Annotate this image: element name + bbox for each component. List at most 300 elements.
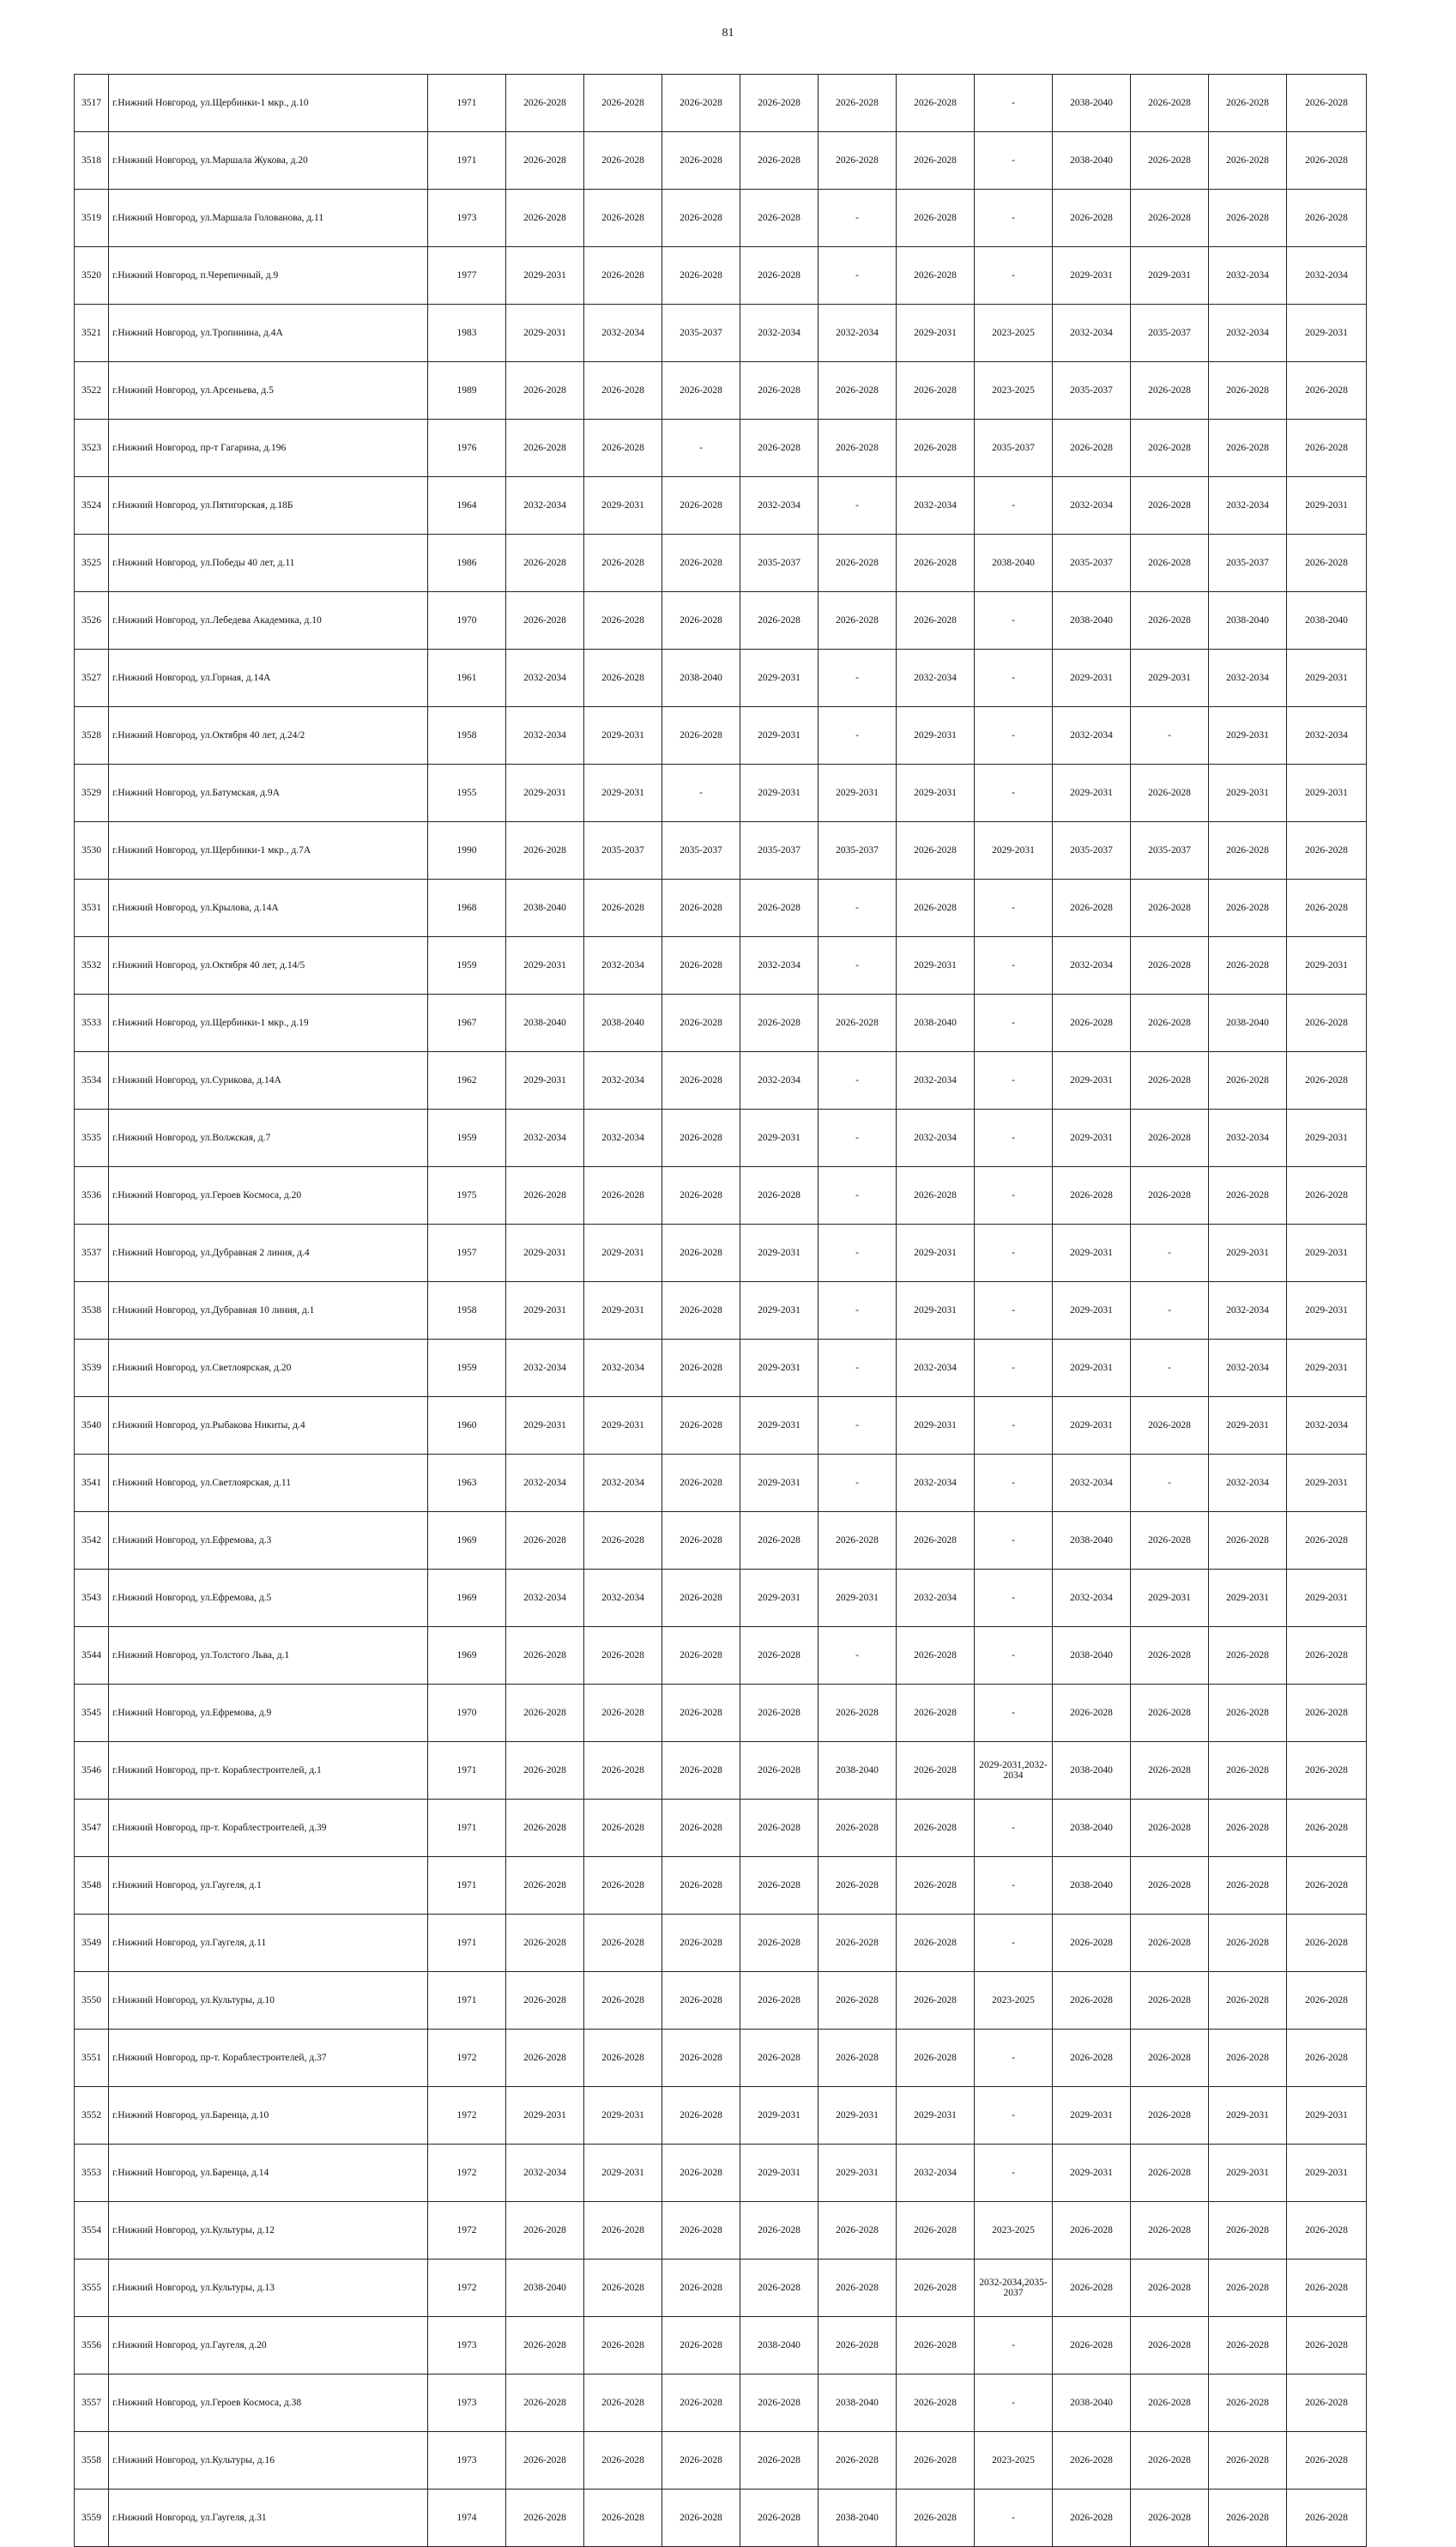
period-cell: 2026-2028 (662, 190, 740, 247)
period-cell: 2026-2028 (1131, 592, 1209, 650)
table-row (75, 247, 1367, 305)
period-cell: 2026-2028 (1287, 1512, 1367, 1570)
period-cell: 2026-2028 (584, 1742, 662, 1800)
address-cell: г.Нижний Новгород, ул.Культуры, д.16 (109, 2432, 428, 2490)
period-cell: 2029-2031 (897, 305, 975, 362)
period-cell: 2026-2028 (662, 2087, 740, 2145)
period-cell: 2026-2028 (1053, 2317, 1131, 2375)
period-cell: 2026-2028 (1131, 880, 1209, 937)
period-cell: 2026-2028 (662, 2490, 740, 2547)
period-cell: 2026-2028 (897, 2260, 975, 2317)
period-cell: 2026-2028 (662, 1340, 740, 1397)
year-cell: 1970 (428, 1685, 506, 1742)
row-number: 3523 (75, 420, 109, 477)
period-cell: 2026-2028 (1053, 1167, 1131, 1225)
period-cell: 2026-2028 (584, 535, 662, 592)
row-number: 3519 (75, 190, 109, 247)
address-cell: г.Нижний Новгород, ул.Октября 40 лет, д.14/5 (109, 937, 428, 995)
address-cell: г.Нижний Новгород, ул.Ефремова, д.5 (109, 1570, 428, 1627)
period-cell: 2026-2028 (1209, 1627, 1287, 1685)
address-cell: г.Нижний Новгород, ул.Арсеньева, д.5 (109, 362, 428, 420)
period-cell: 2032-2034 (1287, 1397, 1367, 1455)
period-cell: 2026-2028 (740, 2202, 819, 2260)
period-cell: - (1131, 1225, 1209, 1282)
period-cell: 2026-2028 (1131, 2432, 1209, 2490)
period-cell: 2026-2028 (662, 1685, 740, 1742)
row-number: 3557 (75, 2375, 109, 2432)
period-cell: - (975, 75, 1053, 132)
table-row (75, 2260, 1367, 2317)
period-cell: 2032-2034 (1053, 937, 1131, 995)
year-cell: 1960 (428, 1397, 506, 1455)
period-cell: 2026-2028 (662, 1282, 740, 1340)
table-row (75, 1685, 1367, 1742)
period-cell: 2029-2031 (819, 1570, 897, 1627)
year-cell: 1974 (428, 2490, 506, 2547)
period-cell: 2029-2031 (1287, 1570, 1367, 1627)
period-cell: 2032-2034,2035-2037 (975, 2260, 1053, 2317)
period-cell: 2032-2034 (1053, 477, 1131, 535)
period-cell: 2032-2034 (1209, 650, 1287, 707)
year-cell: 1972 (428, 2202, 506, 2260)
period-cell: 2038-2040 (819, 2490, 897, 2547)
row-number: 3532 (75, 937, 109, 995)
period-cell: - (819, 1455, 897, 1512)
period-cell: - (1131, 1455, 1209, 1512)
period-cell: 2029-2031 (740, 1397, 819, 1455)
period-cell: 2038-2040 (1053, 2375, 1131, 2432)
period-cell: 2029-2031 (1287, 1110, 1367, 1167)
period-cell: 2026-2028 (897, 132, 975, 190)
address-cell: г.Нижний Новгород, ул.Баренца, д.14 (109, 2145, 428, 2202)
period-cell: 2026-2028 (740, 132, 819, 190)
period-cell: - (975, 2317, 1053, 2375)
address-cell: г.Нижний Новгород, ул.Маршала Жукова, д.20 (109, 132, 428, 190)
period-cell: 2026-2028 (740, 592, 819, 650)
period-cell: 2029-2031 (1287, 1340, 1367, 1397)
row-number: 3548 (75, 1857, 109, 1915)
period-cell: 2026-2028 (1131, 2145, 1209, 2202)
period-cell: 2026-2028 (1131, 2375, 1209, 2432)
year-cell: 1957 (428, 1225, 506, 1282)
period-cell: 2038-2040 (584, 995, 662, 1052)
period-cell: 2026-2028 (1131, 1512, 1209, 1570)
address-cell: г.Нижний Новгород, ул.Щербинки-1 мкр., д.10 (109, 75, 428, 132)
period-cell: 2026-2028 (819, 2260, 897, 2317)
period-cell: 2032-2034 (584, 1570, 662, 1627)
period-cell: 2032-2034 (506, 1570, 584, 1627)
period-cell: 2038-2040 (1053, 1800, 1131, 1857)
period-cell: 2026-2028 (662, 75, 740, 132)
period-cell: 2029-2031 (819, 765, 897, 822)
period-cell: 2035-2037 (1053, 535, 1131, 592)
year-cell: 1970 (428, 592, 506, 650)
period-cell: 2032-2034 (584, 1455, 662, 1512)
period-cell: 2026-2028 (662, 1167, 740, 1225)
period-cell: 2026-2028 (662, 535, 740, 592)
period-cell: 2032-2034 (506, 1455, 584, 1512)
table-row (75, 822, 1367, 880)
period-cell: 2029-2031,2032-2034 (975, 1742, 1053, 1800)
period-cell: 2029-2031 (897, 765, 975, 822)
period-cell: 2026-2028 (1131, 190, 1209, 247)
period-cell: - (819, 937, 897, 995)
period-cell: 2026-2028 (1053, 1972, 1131, 2030)
period-cell: - (819, 1167, 897, 1225)
period-cell: 2029-2031 (740, 2087, 819, 2145)
year-cell: 1972 (428, 2030, 506, 2087)
period-cell: 2032-2034 (1209, 1340, 1287, 1397)
period-cell: - (975, 477, 1053, 535)
period-cell: 2026-2028 (1209, 362, 1287, 420)
address-cell: г.Нижний Новгород, ул.Гаугеля, д.11 (109, 1915, 428, 1972)
table-row (75, 1512, 1367, 1570)
period-cell: 2026-2028 (740, 2030, 819, 2087)
period-cell: 2026-2028 (897, 362, 975, 420)
period-cell: 2032-2034 (1209, 247, 1287, 305)
period-cell: 2026-2028 (662, 1110, 740, 1167)
period-cell: 2026-2028 (1209, 1972, 1287, 2030)
period-cell: 2029-2031 (1287, 2087, 1367, 2145)
address-cell: г.Нижний Новгород, ул.Маршала Голованова, д.11 (109, 190, 428, 247)
period-cell: 2026-2028 (1209, 75, 1287, 132)
period-cell: 2029-2031 (1209, 1225, 1287, 1282)
address-cell: г.Нижний Новгород, ул.Батумская, д.9А (109, 765, 428, 822)
period-cell: 2026-2028 (1053, 2030, 1131, 2087)
period-cell: 2038-2040 (897, 995, 975, 1052)
period-cell: 2026-2028 (1209, 1857, 1287, 1915)
period-cell: 2026-2028 (1131, 1915, 1209, 1972)
period-cell: 2038-2040 (740, 2317, 819, 2375)
period-cell: 2026-2028 (662, 362, 740, 420)
period-cell: 2026-2028 (1053, 420, 1131, 477)
period-cell: 2026-2028 (662, 247, 740, 305)
table-row (75, 132, 1367, 190)
address-cell: г.Нижний Новгород, ул.Светлоярская, д.20 (109, 1340, 428, 1397)
period-cell: 2026-2028 (740, 362, 819, 420)
period-cell: 2029-2031 (740, 1225, 819, 1282)
period-cell: 2026-2028 (1287, 822, 1367, 880)
period-cell: 2029-2031 (1209, 1570, 1287, 1627)
period-cell: 2026-2028 (1053, 2432, 1131, 2490)
address-cell: г.Нижний Новгород, ул.Гаугеля, д.1 (109, 1857, 428, 1915)
period-cell: 2026-2028 (897, 1512, 975, 1570)
period-cell: 2029-2031 (506, 937, 584, 995)
table-row (75, 305, 1367, 362)
period-cell: 2029-2031 (1053, 1340, 1131, 1397)
period-cell: 2029-2031 (1287, 765, 1367, 822)
table-row (75, 1282, 1367, 1340)
period-cell: 2026-2028 (1287, 2260, 1367, 2317)
table-row (75, 1052, 1367, 1110)
period-cell: 2029-2031 (740, 650, 819, 707)
period-cell: 2038-2040 (1053, 1857, 1131, 1915)
period-cell: 2026-2028 (1131, 2202, 1209, 2260)
period-cell: - (975, 247, 1053, 305)
period-cell: 2038-2040 (506, 995, 584, 1052)
year-cell: 1971 (428, 1800, 506, 1857)
table-row (75, 190, 1367, 247)
period-cell: 2038-2040 (1287, 592, 1367, 650)
period-cell: 2035-2037 (1131, 305, 1209, 362)
period-cell: 2026-2028 (506, 1167, 584, 1225)
address-cell: г.Нижний Новгород, ул.Дубравная 10 линия, д.1 (109, 1282, 428, 1340)
table-row (75, 880, 1367, 937)
period-cell: 2026-2028 (897, 75, 975, 132)
period-cell: 2032-2034 (584, 1340, 662, 1397)
period-cell: 2026-2028 (1131, 132, 1209, 190)
period-cell: 2026-2028 (1287, 75, 1367, 132)
address-cell: г.Нижний Новгород, ул.Крылова, д.14А (109, 880, 428, 937)
year-cell: 1986 (428, 535, 506, 592)
period-cell: 2026-2028 (506, 535, 584, 592)
address-cell: г.Нижний Новгород, ул.Толстого Льва, д.1 (109, 1627, 428, 1685)
period-cell: 2026-2028 (1131, 1857, 1209, 1915)
period-cell: 2026-2028 (897, 535, 975, 592)
period-cell: 2026-2028 (819, 132, 897, 190)
period-cell: 2029-2031 (584, 477, 662, 535)
period-cell: 2026-2028 (1287, 1857, 1367, 1915)
period-cell: 2026-2028 (1209, 2490, 1287, 2547)
period-cell: 2029-2031 (1053, 1225, 1131, 1282)
period-cell: 2026-2028 (662, 477, 740, 535)
period-cell: 2026-2028 (1053, 995, 1131, 1052)
row-number: 3534 (75, 1052, 109, 1110)
period-cell: 2029-2031 (740, 765, 819, 822)
address-cell: г.Нижний Новгород, ул.Тропинина, д.4А (109, 305, 428, 362)
period-cell: 2026-2028 (1209, 1685, 1287, 1742)
table-row (75, 1397, 1367, 1455)
period-cell: 2026-2028 (1131, 1685, 1209, 1742)
period-cell: 2026-2028 (897, 1167, 975, 1225)
period-cell: 2026-2028 (1131, 1397, 1209, 1455)
period-cell: 2029-2031 (1131, 1570, 1209, 1627)
period-cell: 2029-2031 (1209, 1397, 1287, 1455)
period-cell: 2026-2028 (662, 2145, 740, 2202)
period-cell: 2026-2028 (1287, 1627, 1367, 1685)
period-cell: 2026-2028 (584, 132, 662, 190)
period-cell: 2026-2028 (1287, 880, 1367, 937)
table-row (75, 1857, 1367, 1915)
table-row (75, 75, 1367, 132)
address-cell: г.Нижний Новгород, ул.Культуры, д.13 (109, 2260, 428, 2317)
period-cell: 2026-2028 (819, 2317, 897, 2375)
period-cell: - (819, 707, 897, 765)
address-cell: г.Нижний Новгород, ул.Ефремова, д.3 (109, 1512, 428, 1570)
period-cell: 2029-2031 (975, 822, 1053, 880)
row-number: 3522 (75, 362, 109, 420)
table-row (75, 1915, 1367, 1972)
period-cell: 2029-2031 (1053, 2145, 1131, 2202)
period-cell: 2029-2031 (1053, 247, 1131, 305)
period-cell: 2026-2028 (584, 2490, 662, 2547)
period-cell: 2026-2028 (662, 880, 740, 937)
period-cell: 2026-2028 (506, 132, 584, 190)
table-row (75, 995, 1367, 1052)
table-row (75, 1167, 1367, 1225)
row-number: 3552 (75, 2087, 109, 2145)
period-cell: 2026-2028 (1287, 2202, 1367, 2260)
period-cell: 2026-2028 (662, 1570, 740, 1627)
period-cell: 2032-2034 (1209, 1282, 1287, 1340)
year-cell: 1972 (428, 2260, 506, 2317)
row-number: 3541 (75, 1455, 109, 1512)
period-cell: 2026-2028 (1131, 2490, 1209, 2547)
period-cell: - (819, 1110, 897, 1167)
period-cell: 2023-2025 (975, 362, 1053, 420)
period-cell: 2026-2028 (819, 1512, 897, 1570)
period-cell: 2026-2028 (1209, 132, 1287, 190)
year-cell: 1973 (428, 2432, 506, 2490)
period-cell: - (975, 1340, 1053, 1397)
period-cell: 2026-2028 (897, 1742, 975, 1800)
period-cell: 2029-2031 (740, 1110, 819, 1167)
row-number: 3521 (75, 305, 109, 362)
period-cell: 2026-2028 (584, 2432, 662, 2490)
period-cell: 2026-2028 (506, 2490, 584, 2547)
period-cell: 2026-2028 (662, 1627, 740, 1685)
period-cell: - (819, 1340, 897, 1397)
period-cell: 2026-2028 (1287, 535, 1367, 592)
row-number: 3550 (75, 1972, 109, 2030)
period-cell: 2032-2034 (1053, 1455, 1131, 1512)
address-cell: г.Нижний Новгород, ул.Гаугеля, д.20 (109, 2317, 428, 2375)
period-cell: 2026-2028 (740, 1800, 819, 1857)
period-cell: 2026-2028 (1209, 190, 1287, 247)
period-cell: 2032-2034 (1053, 707, 1131, 765)
year-cell: 1983 (428, 305, 506, 362)
period-cell: 2026-2028 (584, 2260, 662, 2317)
period-cell: 2026-2028 (740, 190, 819, 247)
period-cell: 2026-2028 (897, 2432, 975, 2490)
period-cell: 2029-2031 (584, 707, 662, 765)
period-cell: 2026-2028 (1209, 1742, 1287, 1800)
period-cell: 2026-2028 (1287, 1167, 1367, 1225)
period-cell: 2029-2031 (897, 1282, 975, 1340)
period-cell: 2026-2028 (1053, 1915, 1131, 1972)
table-row (75, 1742, 1367, 1800)
period-cell: 2029-2031 (1053, 1397, 1131, 1455)
period-cell: 2026-2028 (1209, 2375, 1287, 2432)
period-cell: 2026-2028 (584, 190, 662, 247)
row-number: 3524 (75, 477, 109, 535)
address-cell: г.Нижний Новгород, ул.Героев Космоса, д.20 (109, 1167, 428, 1225)
period-cell: - (975, 1455, 1053, 1512)
period-cell: 2029-2031 (1287, 305, 1367, 362)
table-row (75, 707, 1367, 765)
year-cell: 1964 (428, 477, 506, 535)
year-cell: 1962 (428, 1052, 506, 1110)
period-cell: 2026-2028 (819, 995, 897, 1052)
period-cell: 2029-2031 (506, 1052, 584, 1110)
period-cell: 2026-2028 (740, 2490, 819, 2547)
year-cell: 1968 (428, 880, 506, 937)
period-cell: 2026-2028 (1287, 1052, 1367, 1110)
period-cell: 2038-2040 (1053, 1627, 1131, 1685)
period-cell: 2026-2028 (819, 535, 897, 592)
year-cell: 1989 (428, 362, 506, 420)
period-cell: 2026-2028 (506, 1800, 584, 1857)
period-cell: 2029-2031 (584, 1397, 662, 1455)
year-cell: 1971 (428, 75, 506, 132)
address-cell: г.Нижний Новгород, ул.Героев Космоса, д.38 (109, 2375, 428, 2432)
period-cell: 2026-2028 (1053, 2202, 1131, 2260)
table-row (75, 765, 1367, 822)
row-number: 3538 (75, 1282, 109, 1340)
period-cell: 2029-2031 (1287, 477, 1367, 535)
year-cell: 1969 (428, 1627, 506, 1685)
period-cell: 2026-2028 (662, 1915, 740, 1972)
year-cell: 1959 (428, 937, 506, 995)
year-cell: 1971 (428, 1915, 506, 1972)
period-cell: 2026-2028 (897, 2317, 975, 2375)
period-cell: - (819, 1397, 897, 1455)
period-cell: 2026-2028 (897, 880, 975, 937)
period-cell: 2032-2034 (897, 2145, 975, 2202)
period-cell: 2035-2037 (662, 822, 740, 880)
period-cell: 2029-2031 (584, 1282, 662, 1340)
period-cell: 2026-2028 (897, 1800, 975, 1857)
period-cell: 2026-2028 (584, 247, 662, 305)
period-cell: 2026-2028 (1131, 535, 1209, 592)
period-cell: 2026-2028 (897, 1627, 975, 1685)
row-number: 3544 (75, 1627, 109, 1685)
period-cell: - (1131, 1282, 1209, 1340)
period-cell: 2032-2034 (1287, 707, 1367, 765)
period-cell: 2026-2028 (740, 1512, 819, 1570)
period-cell: 2026-2028 (662, 1455, 740, 1512)
period-cell: 2032-2034 (506, 650, 584, 707)
period-cell: 2026-2028 (1287, 2432, 1367, 2490)
year-cell: 1959 (428, 1110, 506, 1167)
period-cell: 2026-2028 (584, 2317, 662, 2375)
period-cell: 2026-2028 (584, 362, 662, 420)
period-cell: 2026-2028 (506, 822, 584, 880)
period-cell: 2026-2028 (819, 1915, 897, 1972)
period-cell: 2029-2031 (897, 937, 975, 995)
period-cell: 2026-2028 (819, 1800, 897, 1857)
period-cell: 2026-2028 (1209, 1167, 1287, 1225)
period-cell: 2029-2031 (1053, 1282, 1131, 1340)
address-cell: г.Нижний Новгород, ул.Лебедева Академика, д.10 (109, 592, 428, 650)
period-cell: - (819, 247, 897, 305)
address-cell: г.Нижний Новгород, ул.Гаугеля, д.31 (109, 2490, 428, 2547)
period-cell: 2026-2028 (819, 75, 897, 132)
period-cell: 2029-2031 (1053, 765, 1131, 822)
period-cell: 2029-2031 (740, 1282, 819, 1340)
period-cell: 2038-2040 (819, 1742, 897, 1800)
period-cell: 2026-2028 (662, 2202, 740, 2260)
period-cell: 2026-2028 (740, 995, 819, 1052)
period-cell: 2032-2034 (897, 1340, 975, 1397)
row-number: 3526 (75, 592, 109, 650)
address-cell: г.Нижний Новгород, ул.Светлоярская, д.11 (109, 1455, 428, 1512)
year-cell: 1973 (428, 2317, 506, 2375)
period-cell: 2026-2028 (1053, 190, 1131, 247)
period-cell: 2026-2028 (506, 1857, 584, 1915)
period-cell: 2026-2028 (1131, 1167, 1209, 1225)
period-cell: 2038-2040 (975, 535, 1053, 592)
row-number: 3553 (75, 2145, 109, 2202)
period-cell: 2026-2028 (740, 75, 819, 132)
table-row (75, 1340, 1367, 1397)
row-number: 3520 (75, 247, 109, 305)
table-row (75, 1972, 1367, 2030)
period-cell: 2026-2028 (1287, 2030, 1367, 2087)
period-cell: 2026-2028 (897, 822, 975, 880)
period-cell: 2026-2028 (662, 1857, 740, 1915)
period-cell: 2023-2025 (975, 2202, 1053, 2260)
